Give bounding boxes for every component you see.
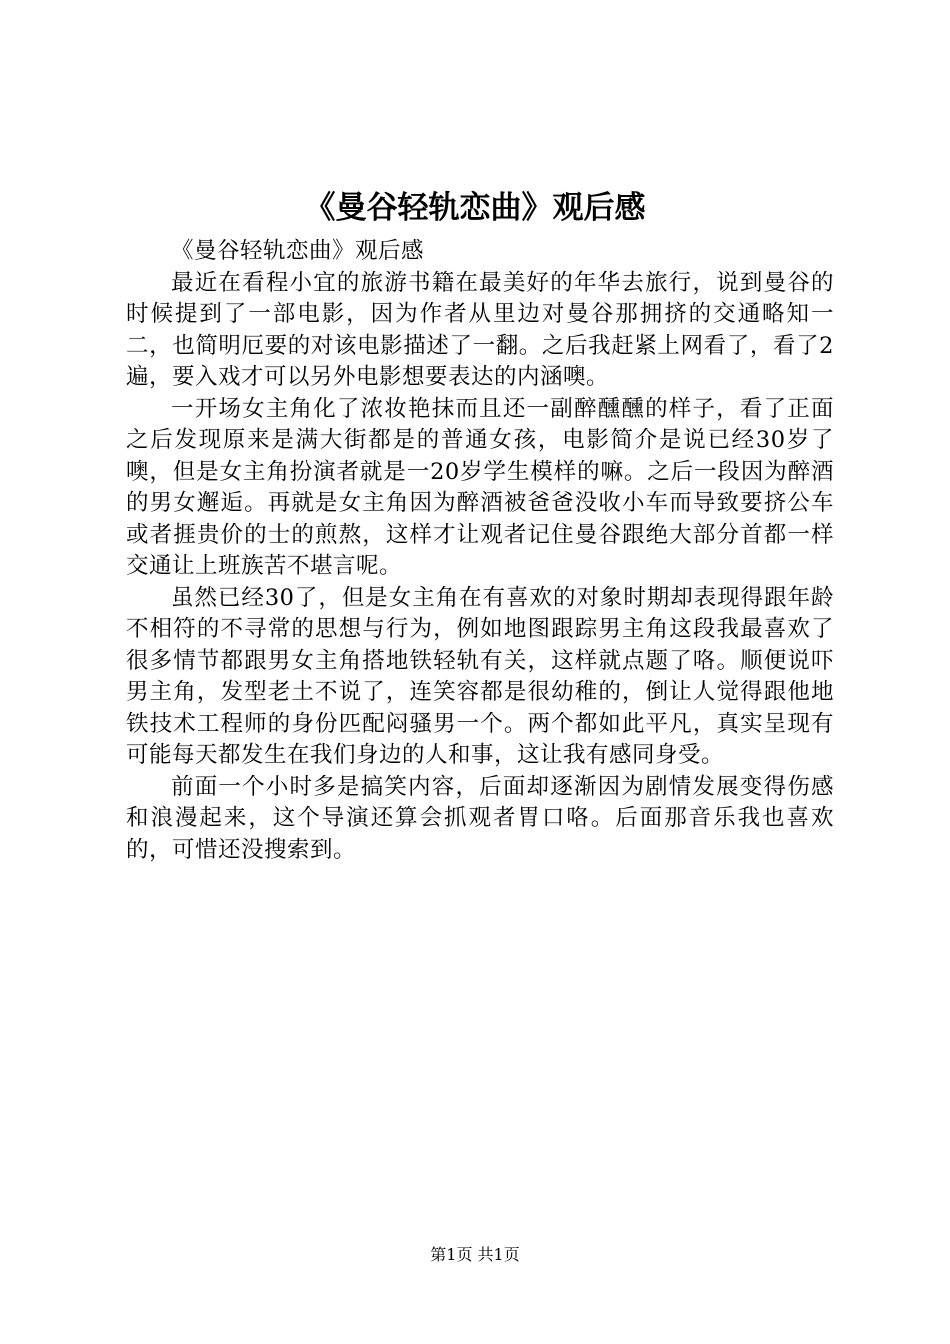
paragraph-3: 虽然已经30了，但是女主角在有喜欢的对象时期却表现得跟年龄不相符的不寻常的思想与行为，例如地图跟踪男主角这段我最喜欢了很多情节都跟男女主角搭地铁轻轨有关，这样就点题了咯。顺便说吓男主角，发型老土不说了，连笑容都是很幼稚的，倒让人觉得跟他地铁技术工程师的身份匹配闷骚男一个。两个都如此平凡，真实呈现有可能每天都发生在我们身边的人和事，这让我有感同身受。	[126, 584, 834, 768]
page-footer: 第1页 共1页	[430, 1245, 520, 1264]
document-body	[126, 236, 834, 866]
document-title: 《曼谷轻轨恋曲》观后感	[304, 190, 646, 226]
paragraph-1: 最近在看程小宜的旅游书籍在最美好的年华去旅行，说到曼谷的时候提到了一部电影，因为作者从里边对曼谷那拥挤的交通略知一二，也简明厄要的对该电影描述了一翻。之后我赶紧上网看了，看了2遍，要入戏才可以另外电影想要表达的内涵噢。	[126, 269, 834, 390]
paragraph-subtitle: 《曼谷轻轨恋曲》观后感	[171, 238, 425, 264]
paragraph-2: 一开场女主角化了浓妆艳抹而且还一副醉醺醺的样子，看了正面之后发现原来是满大街都是的普通女孩，电影简介是说已经30岁了噢，但是女主角扮演者就是一20岁学生模样的嘛。之后一段因为醉酒的男女邂逅。再就是女主角因为醉酒被爸爸没收小车而导致要挤公车或者捱贵价的士的煎熬，这样才让观者记住曼谷跟绝大部分首都一样交通让上班族苦不堪言呢。	[126, 395, 834, 579]
paragraph-4: 前面一个小时多是搞笑内容，后面却逐渐因为剧情发展变得伤感和浪漫起来，这个导演还算会抓观者胃口咯。后面那音乐我也喜欢的，可惜还没搜索到。	[126, 773, 834, 863]
